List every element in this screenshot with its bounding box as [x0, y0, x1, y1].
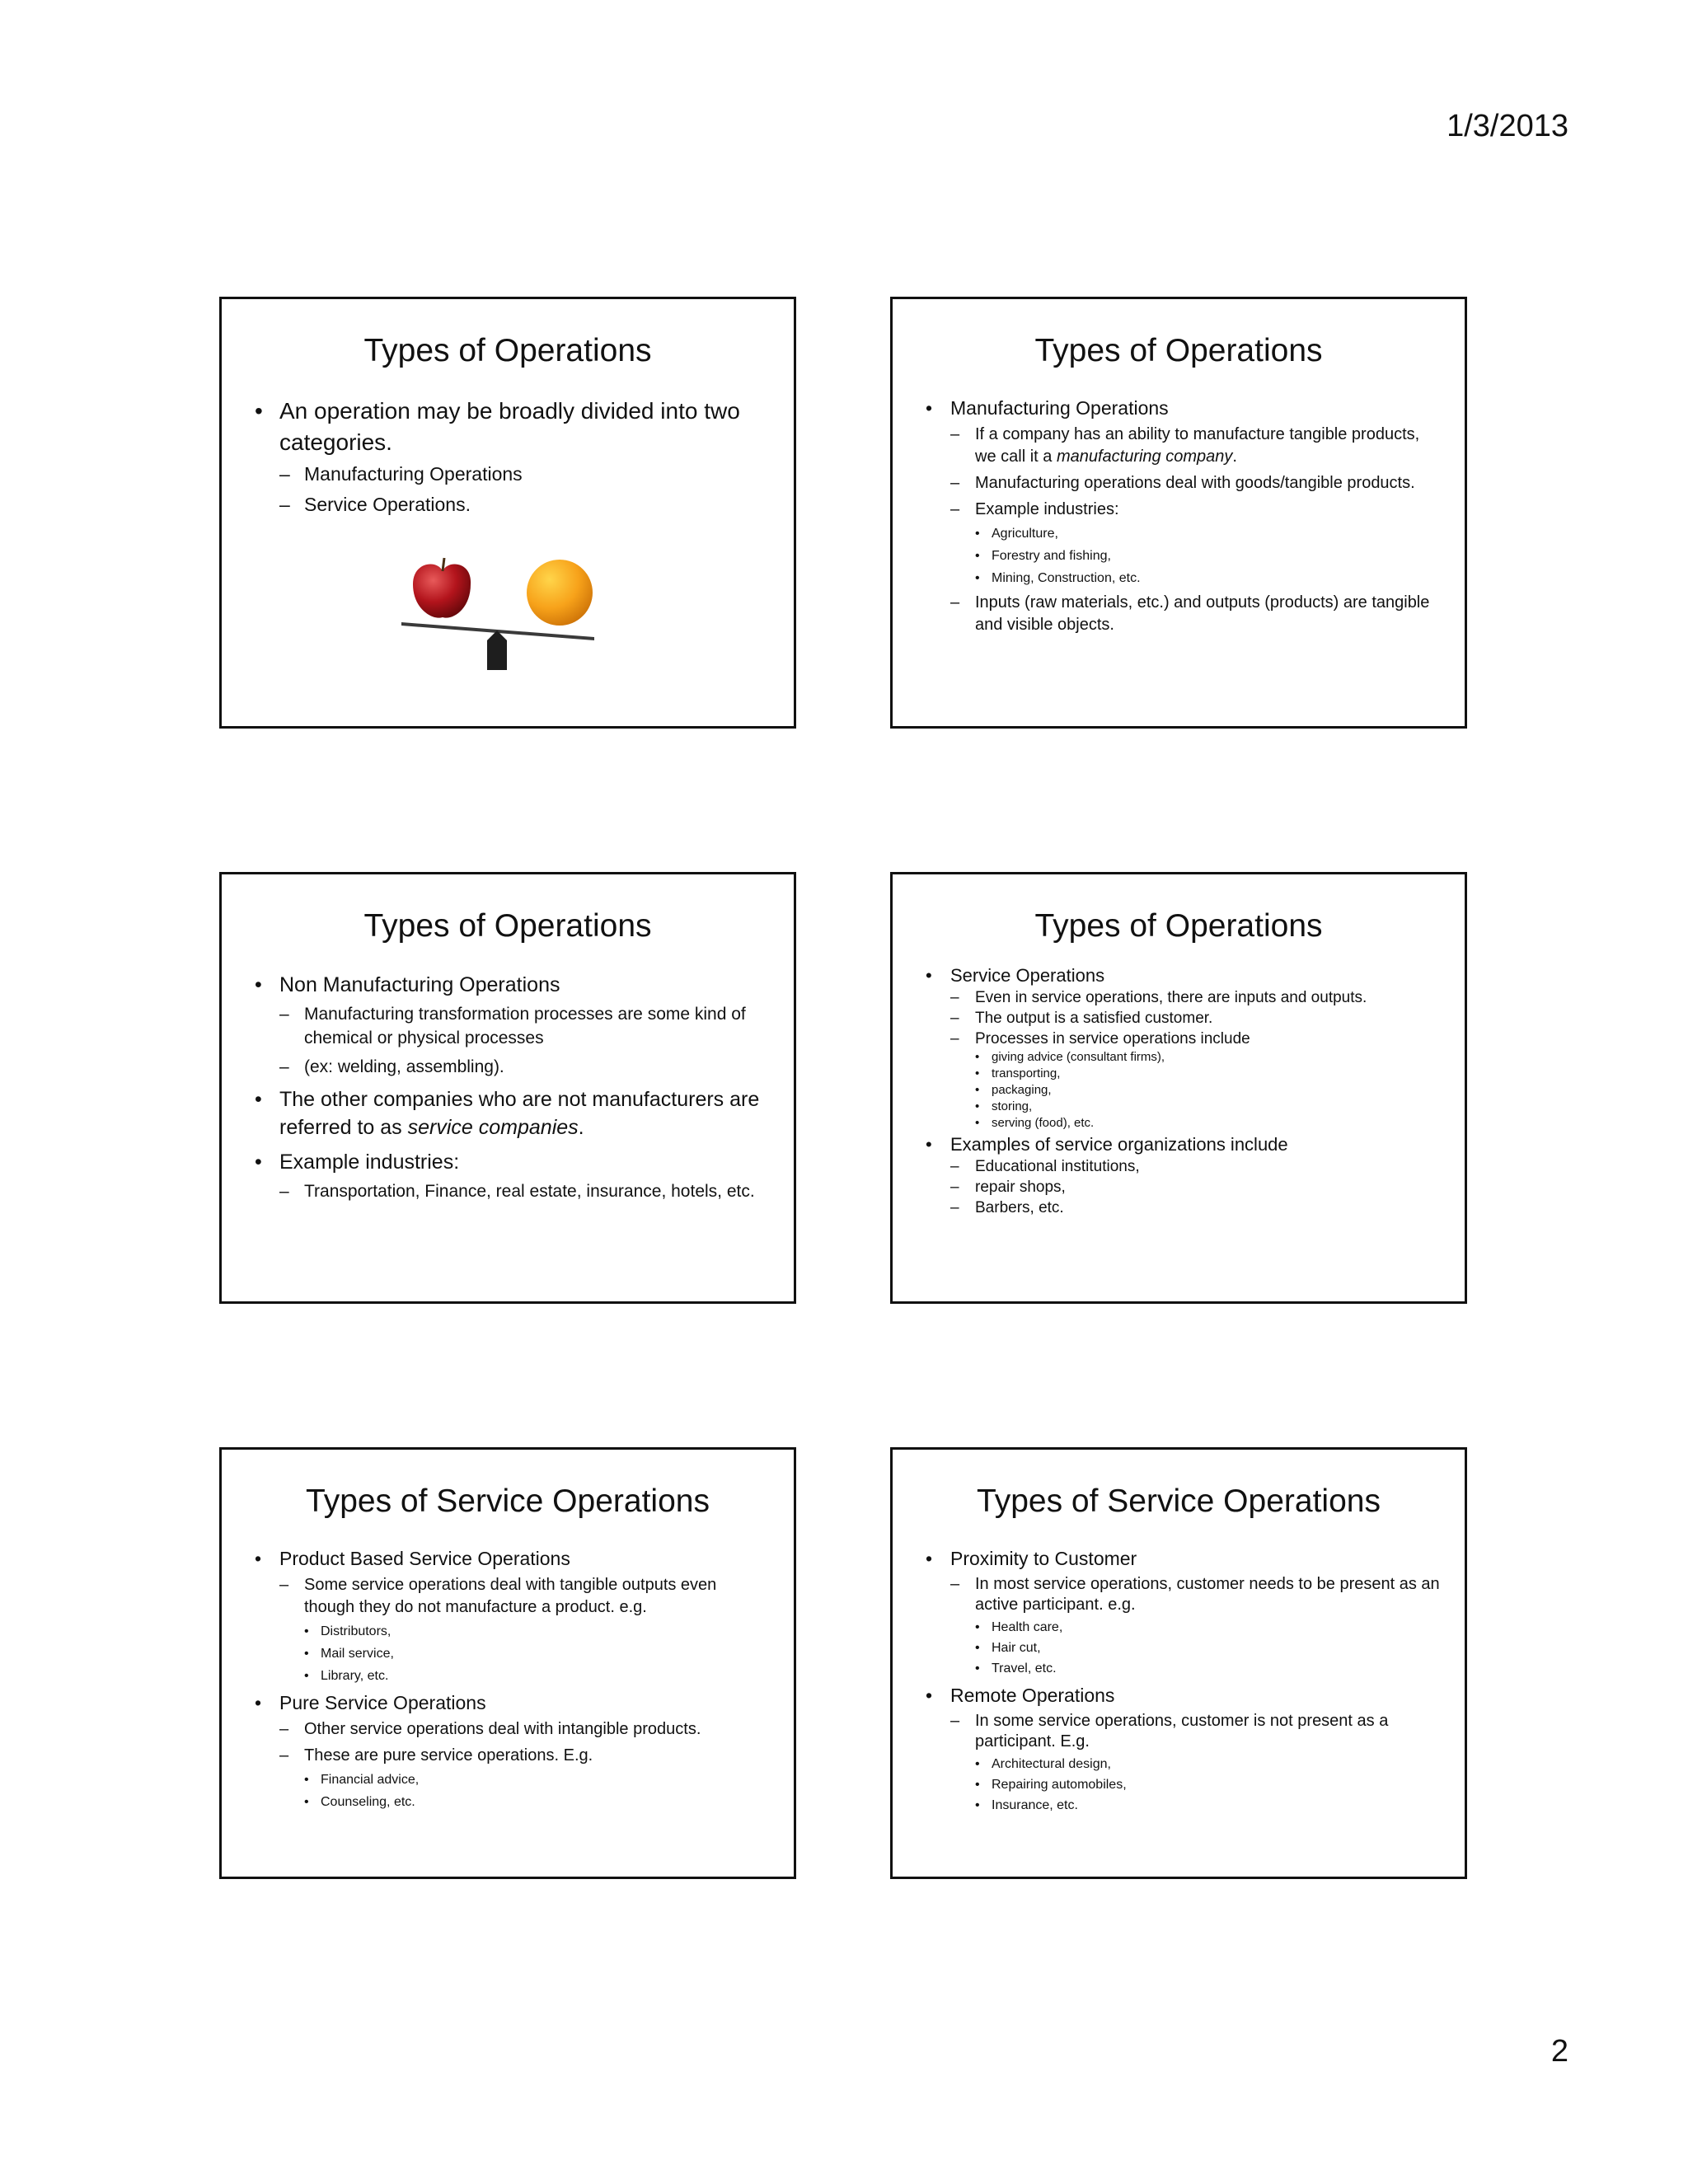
sub-bullet: – Service Operations. — [279, 492, 769, 518]
list-item: • serving (food), etc. — [975, 1115, 1440, 1132]
sub-bullet: – Transportation, Finance, real estate, insurance, hotels, etc. — [279, 1179, 769, 1203]
list-item: • Insurance, etc. — [975, 1797, 1440, 1815]
bullet: • Proximity to Customer – In most service operations, customer needs to be present as an active participant. e.g. • Health care, • Hair cut, • Travel, etc. — [926, 1546, 1440, 1678]
list-item: • Financial advice, — [304, 1770, 769, 1789]
sub-bullet: – Processes in service operations include • giving advice (consultant firms), • transporting, • packaging, • storing, • serving (food), etc. — [950, 1029, 1440, 1132]
sub-bullet: – Educational institutions, — [950, 1156, 1440, 1177]
bullet: • Product Based Service Operations – Some service operations deal with tangible outputs even though they do not manufacture a product. e.g. • Distributors, • Mail service, • Library, etc. — [255, 1546, 769, 1685]
list-item: • Library, etc. — [304, 1666, 769, 1685]
slide-body — [893, 964, 1465, 1218]
list-item: • Counseling, etc. — [304, 1793, 769, 1811]
list-item: • Distributors, — [304, 1622, 769, 1641]
list-item: • Mining, Construction, etc. — [975, 569, 1440, 588]
list-item: • Forestry and fishing, — [975, 546, 1440, 565]
bullet: • An operation may be broadly divided into two categories. – Manufacturing Operations – Service Operations. — [255, 396, 769, 518]
slide-body — [222, 971, 794, 1203]
slide-title: Types of Operations — [363, 333, 652, 368]
page-date: 1/3/2013 — [1447, 109, 1568, 143]
sub-bullet: – Inputs (raw materials, etc.) and outputs (products) are tangible and visible objects. — [950, 592, 1440, 636]
slide-3 — [219, 872, 796, 1304]
sub-bullet: – Some service operations deal with tangible outputs even though they do not manufacture a product. e.g. • Distributors, • Mail service, • Library, etc. — [279, 1574, 769, 1685]
sub-bullet: – Even in service operations, there are inputs and outputs. — [950, 987, 1440, 1008]
slide-title: Types of Operations — [1034, 908, 1323, 944]
sub-bullet: – Manufacturing transformation processes are some kind of chemical or physical processes — [279, 1002, 769, 1050]
list-item: • Hair cut, — [975, 1639, 1440, 1657]
slide-6 — [890, 1447, 1467, 1879]
bullet: • Non Manufacturing Operations – Manufacturing transformation processes are some kind of chemical or physical processes – (ex: welding, assembling). — [255, 971, 769, 1079]
sub-bullet: – Barbers, etc. — [950, 1197, 1440, 1218]
slide-1 — [219, 297, 796, 729]
sub-bullet: – The output is a satisfied customer. — [950, 1008, 1440, 1029]
slide-5 — [219, 1447, 796, 1879]
bullet: • The other companies who are not manufacturers are referred to as service companies. — [255, 1085, 769, 1141]
sub-bullet: – Example industries: • Agriculture, • Forestry and fishing, • Mining, Construction, etc. — [950, 499, 1440, 588]
sub-bullet: – (ex: welding, assembling). — [279, 1055, 769, 1079]
list-item: • Repairing automobiles, — [975, 1776, 1440, 1794]
sub-bullet: – repair shops, — [950, 1177, 1440, 1197]
slide-title: Types of Operations — [363, 908, 652, 944]
list-item: • Agriculture, — [975, 524, 1440, 543]
bullet: • Service Operations – Even in service operations, there are inputs and outputs. – The output is a satisfied customer. – Processes in service operations include • giving advice (consultant firms), • transporting, • packaging, • storing, • serving (food), etc. — [926, 964, 1440, 1132]
list-item: • Health care, — [975, 1619, 1440, 1637]
slide-4 — [890, 872, 1467, 1304]
bullet: • Examples of service organizations include – Educational institutions, – repair shops, – Barbers, etc. — [926, 1133, 1440, 1218]
slide-title: Types of Service Operations — [306, 1483, 710, 1519]
slide-title: Types of Service Operations — [977, 1483, 1381, 1519]
sub-bullet: – In most service operations, customer needs to be present as an active participant. e.g. • Health care, • Hair cut, • Travel, etc. — [950, 1574, 1440, 1678]
bullet: • Pure Service Operations – Other service operations deal with intangible products. – These are pure service operations. E.g. • Financial advice, • Counseling, etc. — [255, 1690, 769, 1811]
bullet: • Remote Operations – In some service operations, customer is not present as a participant. E.g. • Architectural design, • Repairing automobiles, • Insurance, etc. — [926, 1683, 1440, 1815]
slide-body — [222, 1546, 794, 1811]
slide-body — [893, 1546, 1465, 1815]
sub-bullet: – Manufacturing operations deal with goods/tangible products. — [950, 472, 1440, 494]
sub-bullet: – Manufacturing Operations — [279, 462, 769, 487]
slide-body — [893, 396, 1465, 636]
page-number: 2 — [1550, 2034, 1568, 2069]
list-item: • storing, — [975, 1099, 1440, 1115]
slide-body — [222, 396, 794, 518]
list-item: • transporting, — [975, 1066, 1440, 1082]
list-item: • packaging, — [975, 1082, 1440, 1099]
sub-bullet: – If a company has an ability to manufacture tangible products, we call it a manufacturing company. — [950, 424, 1440, 468]
bullet: • Manufacturing Operations – If a company has an ability to manufacture tangible products, we call it a manufacturing company. – Manufacturing operations deal with goods/tangible products. – Example industries: • Agriculture, • Forestry and fishing, • Mining, Construction, etc. – Inputs (raw materials, etc.) and outputs (products) are tangible and visible objects. — [926, 396, 1440, 636]
list-item: • Architectural design, — [975, 1755, 1440, 1774]
apple-orange-balance-image — [395, 555, 609, 678]
sub-bullet: – These are pure service operations. E.g. • Financial advice, • Counseling, etc. — [279, 1745, 769, 1811]
sub-bullet: – In some service operations, customer is not present as a participant. E.g. • Architectural design, • Repairing automobiles, • Insurance, etc. — [950, 1711, 1440, 1815]
slide-title: Types of Operations — [1034, 333, 1323, 368]
list-item: • giving advice (consultant firms), — [975, 1049, 1440, 1066]
list-item: • Mail service, — [304, 1644, 769, 1663]
sub-bullet: – Other service operations deal with intangible products. — [279, 1718, 769, 1741]
bullet: • Example industries: – Transportation, Finance, real estate, insurance, hotels, etc. — [255, 1148, 769, 1203]
slide-2 — [890, 297, 1467, 729]
list-item: • Travel, etc. — [975, 1660, 1440, 1678]
